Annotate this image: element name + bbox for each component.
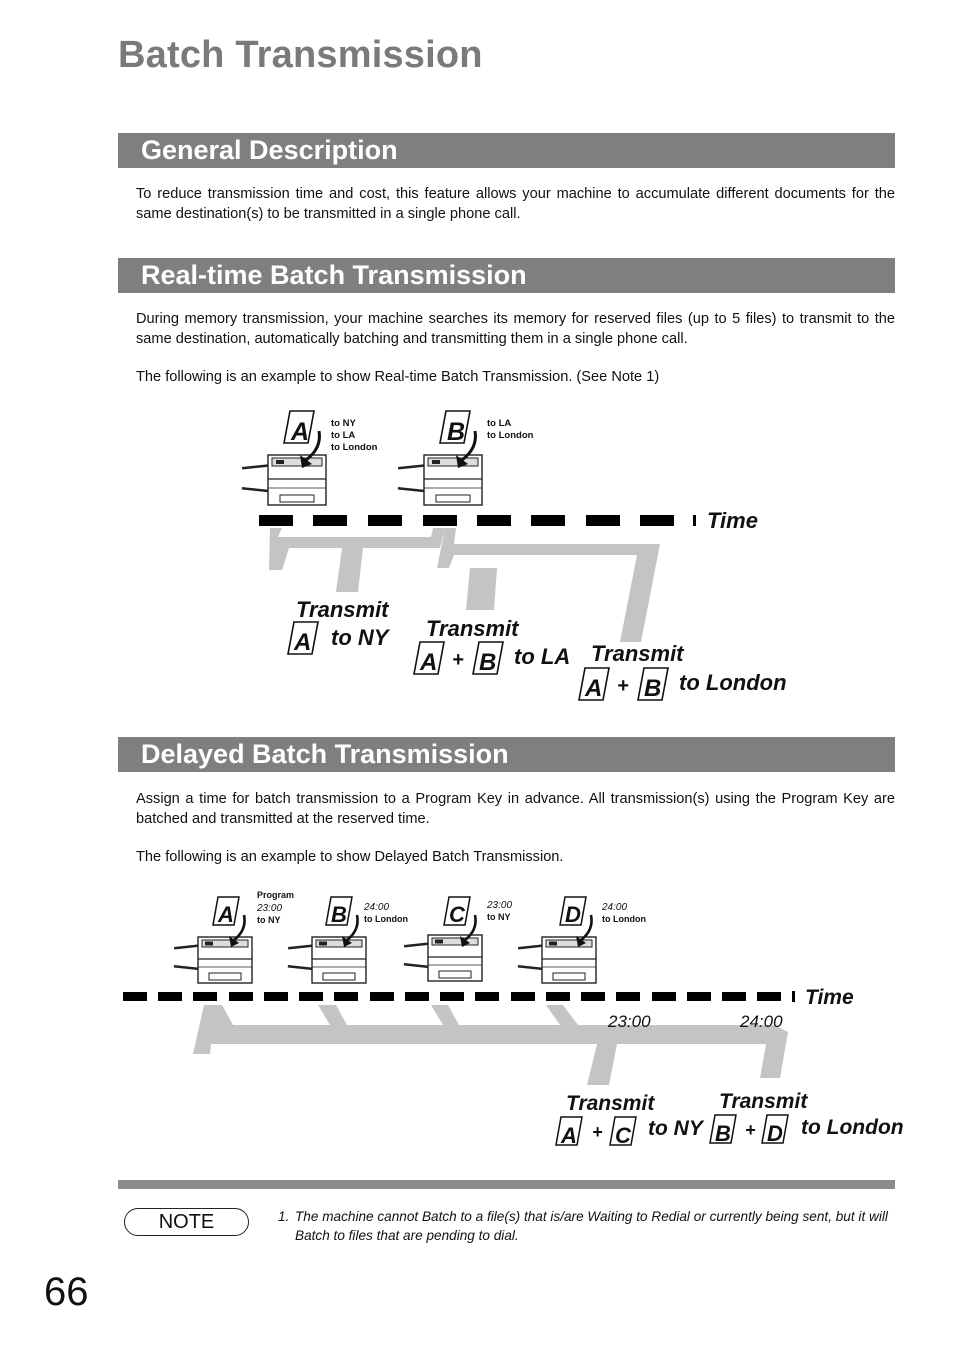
general-description-text: To reduce transmission time and cost, this feature allows your machine to accumulate different documents for the same destination(s) to be transmitted in a single phone call. xyxy=(136,186,895,222)
note-number: 1. xyxy=(278,1209,290,1224)
transmit-label-2 xyxy=(414,616,570,676)
svg-text:B: B xyxy=(644,675,662,702)
svg-text:B: B xyxy=(479,649,497,676)
transmit-label-1 xyxy=(556,1092,705,1148)
fax-machine-1 xyxy=(174,937,252,983)
svg-text:to NY: to NY xyxy=(331,625,389,650)
time-label: Time xyxy=(805,986,854,1009)
svg-text:+: + xyxy=(745,1120,756,1140)
svg-text:A: A xyxy=(218,902,234,927)
svg-text:Transmit: Transmit xyxy=(426,616,519,641)
fax-machine-2 xyxy=(288,937,366,983)
svg-text:to LA: to LA xyxy=(514,644,571,669)
svg-text:to London: to London xyxy=(679,670,787,695)
svg-text:+: + xyxy=(452,649,464,671)
time-marker-2400: 24:00 xyxy=(740,1012,783,1031)
svg-text:24:00: 24:00 xyxy=(602,902,628,913)
svg-text:to London: to London xyxy=(801,1116,904,1139)
svg-text:to London: to London xyxy=(364,914,408,924)
svg-text:C: C xyxy=(615,1123,631,1148)
svg-text:Program: Program xyxy=(257,890,295,900)
svg-text:D: D xyxy=(767,1121,783,1146)
svg-text:B: B xyxy=(447,418,466,446)
svg-text:A: A xyxy=(291,418,310,446)
svg-text:Transmit: Transmit xyxy=(591,641,684,666)
svg-text:23:00: 23:00 xyxy=(487,900,513,911)
svg-text:to London: to London xyxy=(487,430,534,441)
svg-text:A: A xyxy=(420,649,438,676)
svg-text:to NY: to NY xyxy=(257,915,281,925)
svg-text:D: D xyxy=(565,902,581,927)
fax-machine-4 xyxy=(518,937,596,983)
realtime-description-text: During memory transmission, your machine searches its memory for reserved files (up to 5 files) to transmit to the same destination, automatically batching and transmitting them in a single phone call. xyxy=(136,311,895,347)
svg-text:Transmit: Transmit xyxy=(566,1092,655,1115)
delayed-batch-diagram xyxy=(0,870,954,1160)
time-label: Time xyxy=(707,508,758,533)
svg-text:+: + xyxy=(592,1122,603,1142)
note-divider xyxy=(118,1180,895,1189)
svg-text:to London: to London xyxy=(331,442,378,453)
transmit-label-1 xyxy=(288,597,391,656)
svg-text:Transmit: Transmit xyxy=(719,1090,808,1113)
svg-text:A: A xyxy=(294,629,312,656)
svg-text:Transmit: Transmit xyxy=(296,597,389,622)
svg-text:B: B xyxy=(715,1121,731,1146)
svg-text:+: + xyxy=(617,675,629,697)
svg-text:23:00: 23:00 xyxy=(257,903,283,914)
svg-text:to NY: to NY xyxy=(487,912,511,922)
note-label: NOTE xyxy=(124,1208,249,1236)
page-title: Batch Transmission xyxy=(118,34,483,76)
svg-text:to NY: to NY xyxy=(331,418,356,429)
svg-text:to LA: to LA xyxy=(331,430,356,441)
note-item xyxy=(278,1208,896,1245)
timeline xyxy=(123,991,795,1002)
section-heading-delayed: Delayed Batch Transmission xyxy=(118,737,895,772)
timeline xyxy=(259,515,696,526)
svg-text:A: A xyxy=(585,675,603,702)
svg-text:B: B xyxy=(331,902,347,927)
delayed-description-text: Assign a time for batch transmission to a Program Key in advance. All transmission(s) using the Program Key are batched and transmitted at the reserved time. xyxy=(136,791,895,827)
section-heading-general: General Description xyxy=(118,133,895,168)
delayed-example-text: The following is an example to show Delayed Batch Transmission. xyxy=(136,849,564,865)
fax-machine-1 xyxy=(242,455,326,505)
svg-text:C: C xyxy=(449,902,465,927)
svg-text:A: A xyxy=(561,1123,577,1148)
svg-text:to London: to London xyxy=(602,914,646,924)
transmit-label-2 xyxy=(710,1090,904,1146)
transmit-label-3 xyxy=(579,641,787,702)
section-heading-realtime: Real-time Batch Transmission xyxy=(118,258,895,293)
time-marker-2300: 23:00 xyxy=(608,1012,651,1031)
svg-text:to LA: to LA xyxy=(487,418,512,429)
fax-machine-2 xyxy=(398,455,482,505)
realtime-example-text: The following is an example to show Real-time Batch Transmission. (See Note 1) xyxy=(136,369,660,385)
svg-text:to NY: to NY xyxy=(648,1117,703,1140)
svg-text:24:00: 24:00 xyxy=(364,902,390,913)
page-number: 66 xyxy=(44,1270,89,1314)
transmission-path xyxy=(193,1005,788,1085)
note-text: The machine cannot Batch to a file(s) that is/are Waiting to Redial or currently being sent, but it will Batch to files that are pending to dial. xyxy=(295,1209,888,1243)
fax-machine-3 xyxy=(404,935,482,981)
